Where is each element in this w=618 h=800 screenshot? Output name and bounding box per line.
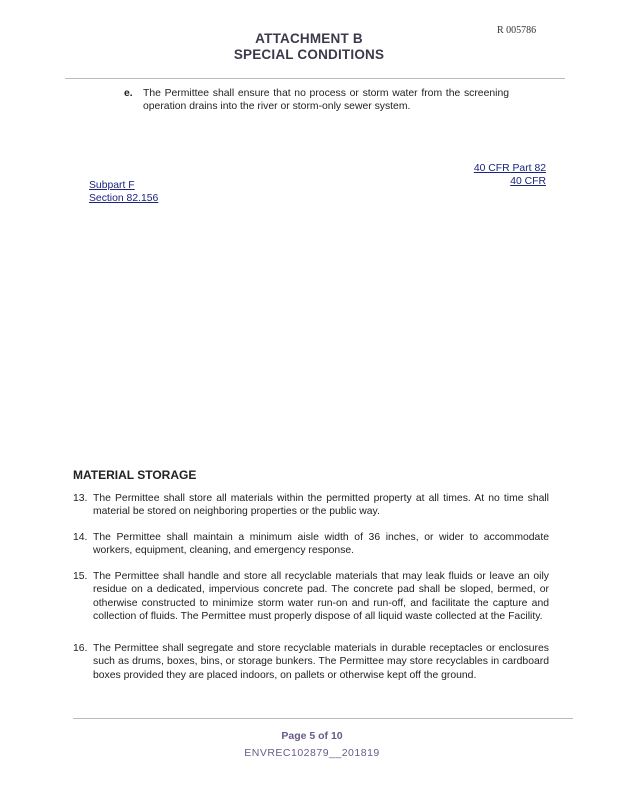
list-item-14: 14. The Permittee shall maintain a minimum aisle width of 36 inches, or wider to accommodate workers, equipment, cleaning, and emergency response. (73, 532, 549, 557)
item-e-label: e. (124, 88, 133, 99)
footer-divider (73, 718, 573, 719)
item-e (124, 87, 509, 114)
item-e-text: The Permittee shall ensure that no process or storm water from the screening operation drains into the river or storm-only sewer system. (143, 88, 509, 113)
list-item-15: 15. The Permittee shall handle and store all recyclable materials that may leak fluids or leave an oily residue on a dedicated, impervious concrete pad. The concrete pad shall be sloped, bermed, or otherwise constructed to minimize storm water run-on and run-off, and facilitate the capture and collection of fluids. The Permittee must properly dispose of all liquid waste collected at the Facility. (73, 571, 549, 623)
header-divider (65, 78, 565, 79)
page-subtitle: SPECIAL CONDITIONS (233, 47, 385, 62)
page-title: ATTACHMENT B (255, 31, 363, 46)
list-item-16: 16. The Permittee shall segregate and store recyclable materials in durable receptacles or enclosures such as drums, boxes, bins, or storage bunkers. The Permittee may store recyclables in cardboard boxes provided they are placed indoors, on pallets or otherwise kept off the ground. (73, 643, 549, 681)
reference-40cfr-part82[interactable]: 40 CFR Part 82 40 CFR (473, 163, 546, 187)
page-number: Page 5 of 10 (281, 730, 343, 742)
bates-number: ENVREC102879__201819 (244, 747, 380, 759)
document-number: R 005786 (497, 25, 537, 36)
list-item-13: 13. The Permittee shall store all materials within the permitted property at all times. At no time shall material be stored on neighboring properties or the public way. (73, 493, 549, 518)
section-heading: MATERIAL STORAGE (73, 468, 197, 482)
reference-subpart-f[interactable]: Subpart F Section 82.156 (89, 180, 159, 204)
